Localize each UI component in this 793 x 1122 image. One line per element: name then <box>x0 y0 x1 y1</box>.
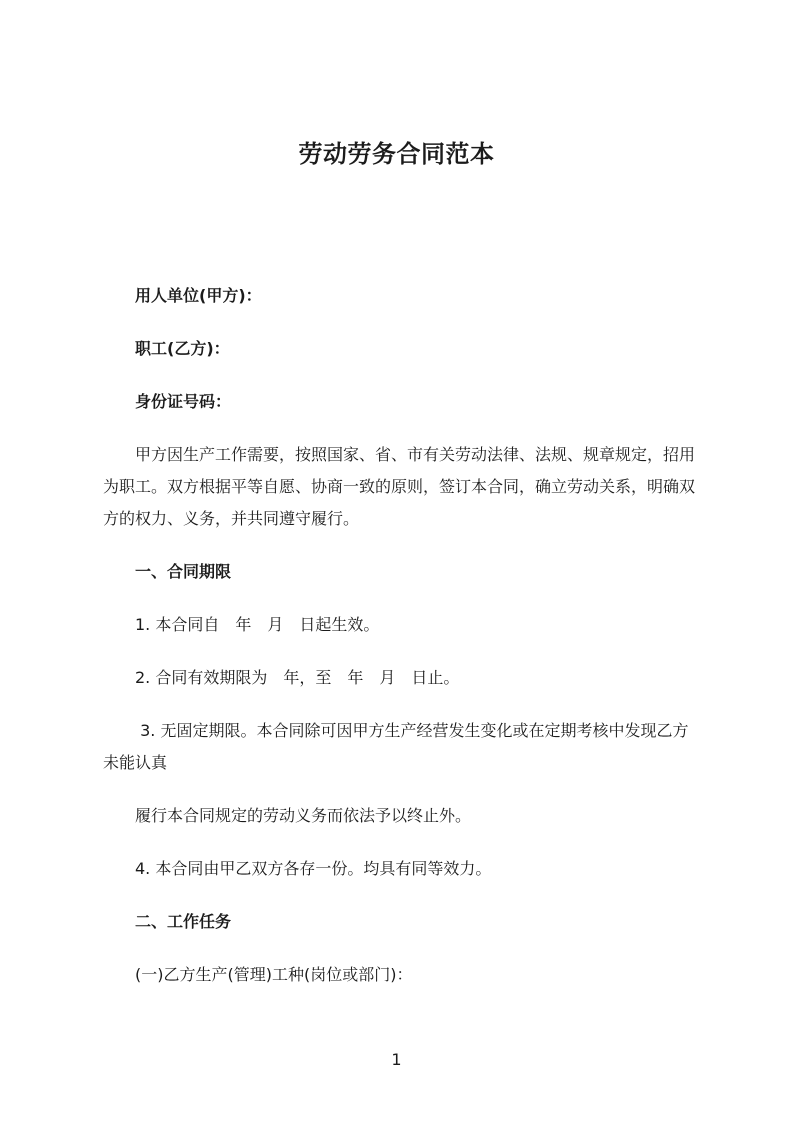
page-number: 1 <box>391 1050 402 1069</box>
paragraph-heading: 二、工作任务 <box>135 912 232 931</box>
paragraph-body: 3. 无固定期限。本合同除可因甲方生产经营发生变化或在定期考核中发现乙方未能认真 <box>103 721 689 772</box>
paragraph-body: (一)乙方生产(管理)工种(岗位或部门)： <box>135 965 413 984</box>
paragraph-label: 职工(乙方)： <box>135 339 230 358</box>
paragraph-heading: 一、合同期限 <box>135 562 232 581</box>
paragraph-label: 用人单位(甲方)： <box>135 286 262 305</box>
paragraph-body: 4. 本合同由甲乙双方各存一份。均具有同等效力。 <box>135 859 492 878</box>
document-body <box>103 280 703 1012</box>
paragraph-body: 甲方因生产工作需要，按照国家、省、市有关劳动法律、法规、规章规定，招用为职工。双方根据平等自愿、协商一致的原则，签订本合同，确立劳动关系，明确双方的权力、义务，并共同遵守履行。 <box>103 445 696 528</box>
paragraph-body: 1. 本合同自 年 月 日起生效。 <box>135 615 380 634</box>
paragraph-label: 身份证号码： <box>135 392 232 411</box>
document-title: 劳动劳务合同范本 <box>298 140 495 168</box>
paragraph-body: 2. 合同有效期限为 年，至 年 月 日止。 <box>135 668 460 687</box>
paragraph-body: 履行本合同规定的劳动义务而依法予以终止外。 <box>135 806 472 825</box>
